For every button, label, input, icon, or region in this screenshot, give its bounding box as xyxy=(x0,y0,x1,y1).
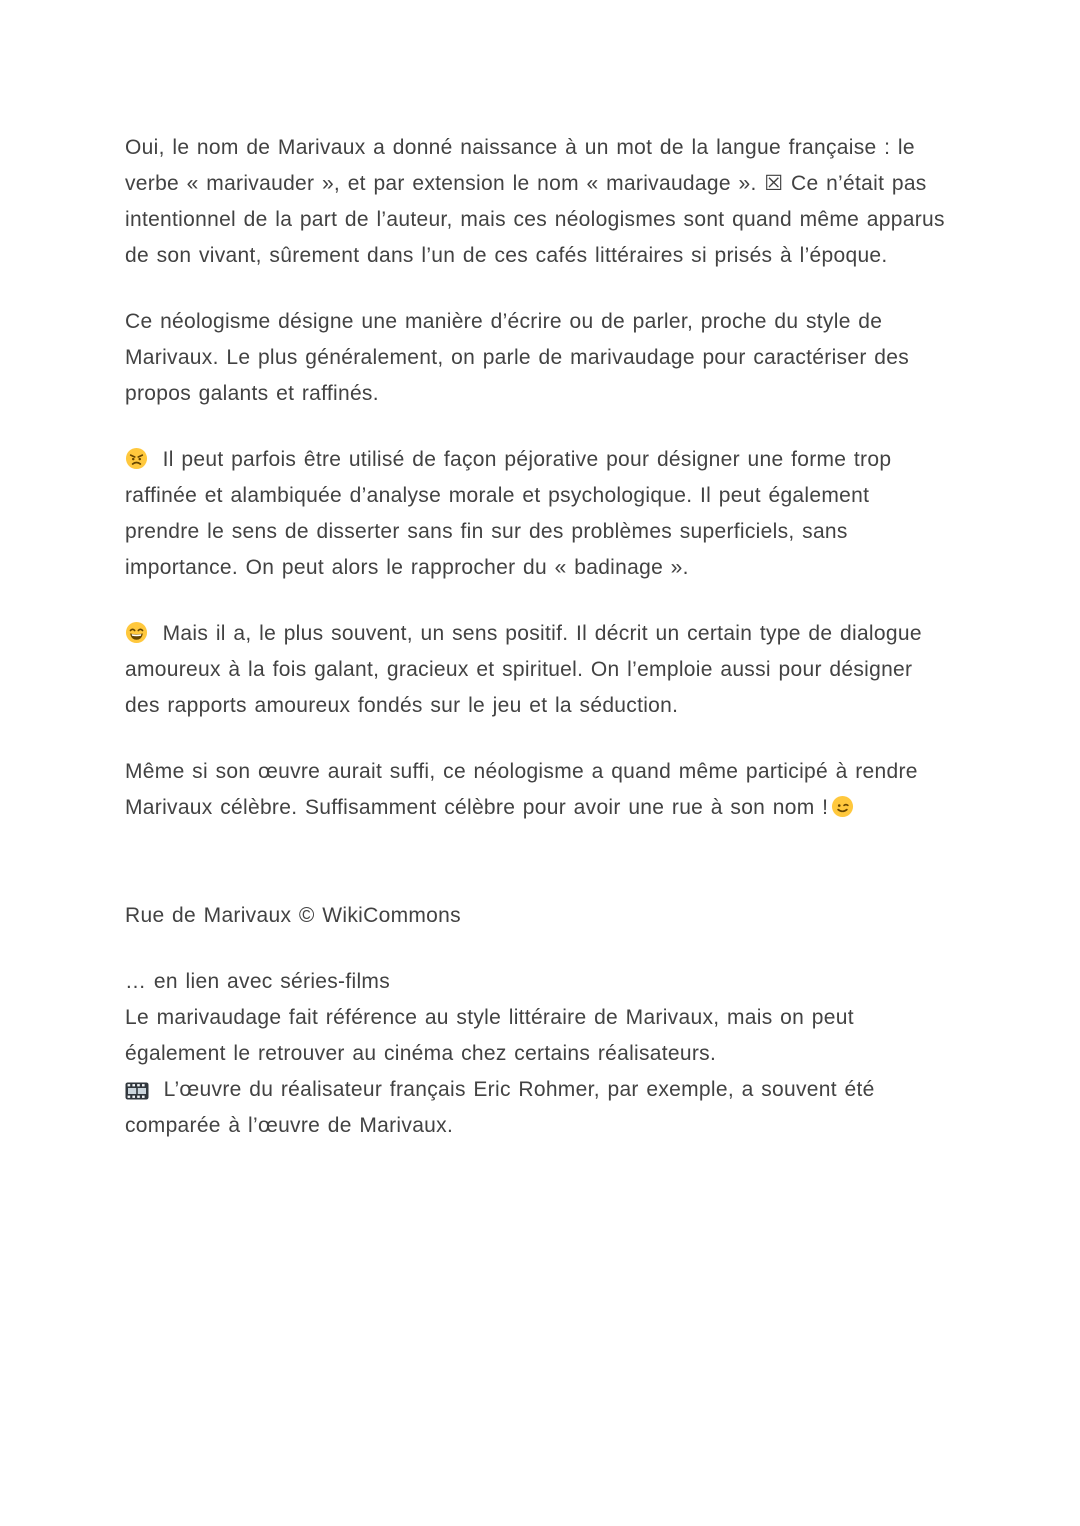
paragraph-pejorative-sense xyxy=(125,442,945,586)
angry-face-icon xyxy=(125,447,148,470)
section-series-films xyxy=(125,964,945,1144)
paragraph-neologisme-definition: Ce néologisme désigne une manière d’écrire ou de parler, proche du style de Marivaux. Le plus généralement, on parle de marivaudage pour caractériser des propos galants et raffinés. xyxy=(125,310,910,405)
image-caption-rue-de-marivaux: Rue de Marivaux © WikiCommons xyxy=(125,904,461,927)
paragraph-text: Il peut parfois être utilisé de façon péjorative pour désigner une forme trop raffinée et alambiquée d’analyse morale et psychologique. Il peut également prendre le sens de disserter sans fin sur des problèmes superficiels, sans importance. On peut alors le rapprocher du « badinage ». xyxy=(125,448,892,579)
paragraph-text: L’œuvre du réalisateur français Eric Rohmer, par exemple, a souvent été comparée à l’œuvre de Marivaux. xyxy=(125,1078,875,1137)
grinning-face-icon xyxy=(125,621,148,644)
article-body xyxy=(125,130,945,1144)
paragraph-celebrity xyxy=(125,754,945,826)
paragraph-text: Mais il a, le plus souvent, un sens positif. Il décrit un certain type de dialogue amoureux à la fois galant, gracieux et spirituel. On l’emploie aussi pour désigner des rapports amoureux fondés sur le jeu et la séduction. xyxy=(125,622,922,717)
paragraph-text: Même si son œuvre aurait suffi, ce néologisme a quand même participé à rendre Marivaux célèbre. Suffisamment célèbre pour avoir une rue à son nom ! xyxy=(125,760,918,819)
winking-face-icon xyxy=(831,795,854,818)
paragraph-marivaudage-origin: Oui, le nom de Marivaux a donné naissance à un mot de la langue française : le verbe « marivauder », et par extension le nom « marivaudage ». ☒ Ce n’était pas intentionnel de la part de l’auteur, mais ces néologismes sont quand même apparus de son vivant, sûrement dans l’un de ces cafés littéraires si prisés à l’époque. xyxy=(125,136,945,267)
film-frames-icon xyxy=(125,1082,149,1100)
paragraph-cinema-intro: Le marivaudage fait référence au style littéraire de Marivaux, mais on peut également le retrouver au cinéma chez certains réalisateurs. xyxy=(125,1006,854,1065)
paragraph-positive-sense xyxy=(125,616,945,724)
paragraph-eric-rohmer xyxy=(125,1072,945,1144)
subheading-series-films: … en lien avec séries-films xyxy=(125,970,391,993)
